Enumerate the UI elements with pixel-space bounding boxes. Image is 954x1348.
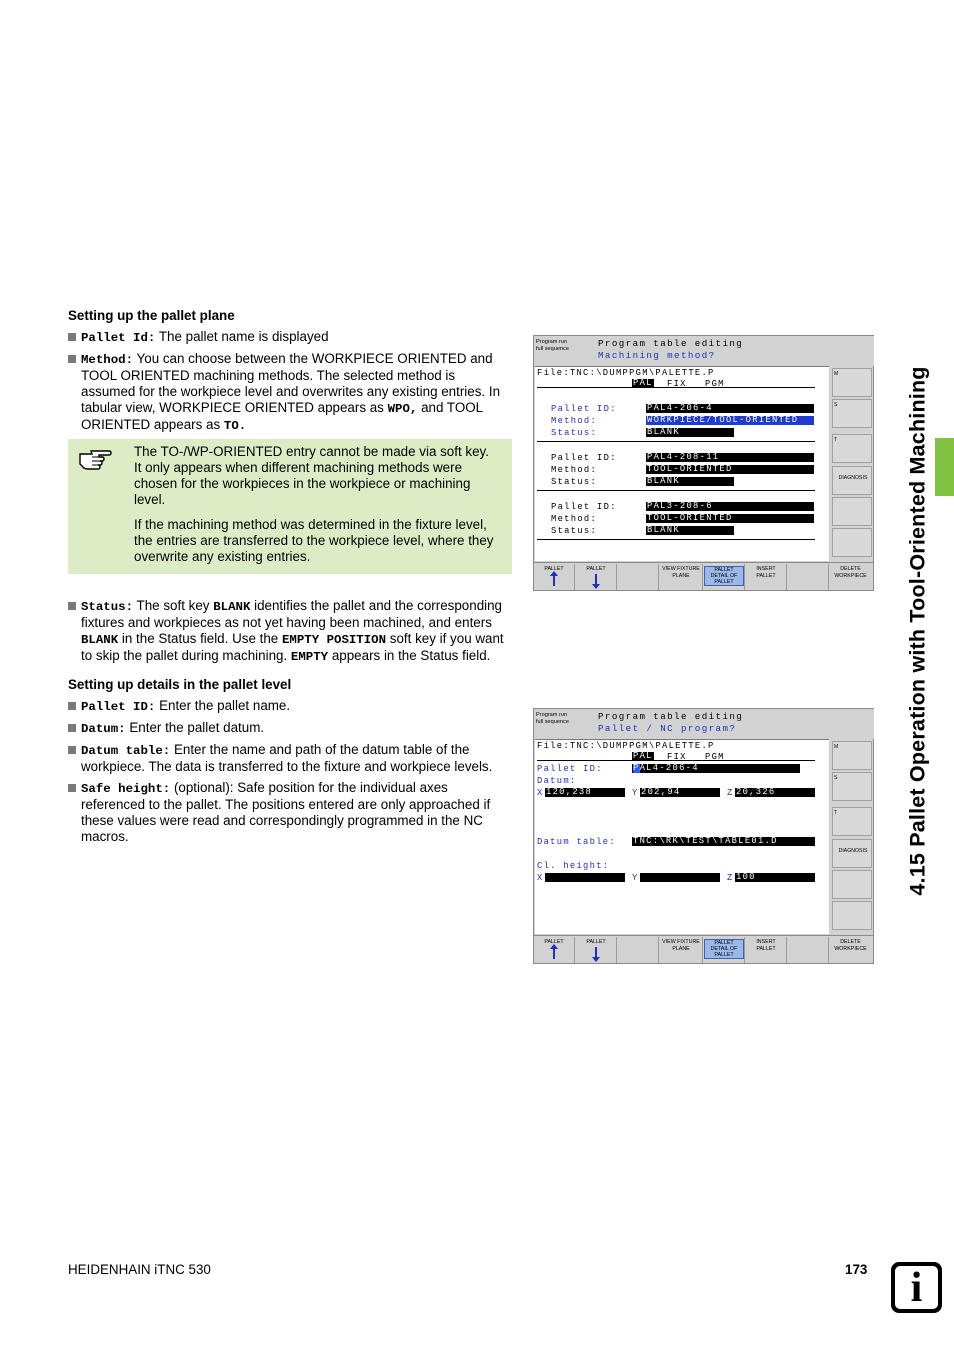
softkey-label: VIEW FIXTURE PLANE: [662, 939, 700, 952]
softkey-empty[interactable]: [832, 497, 872, 526]
operating-mode: [534, 336, 594, 366]
table-edit-area: [535, 739, 829, 934]
chapter-title: 4.15 Pallet Operation with Tool-Oriented Machining: [905, 366, 930, 896]
softkey-delete-workpiece[interactable]: [830, 564, 871, 590]
side-label: T: [834, 437, 838, 443]
field-label: Pallet ID:: [551, 404, 617, 414]
arrow-down-icon: [595, 947, 597, 959]
bullet-text: soft key if you want to skip the pallet during machining.: [81, 631, 504, 663]
softkey-m-function[interactable]: [832, 741, 872, 770]
bullet-square-icon: [68, 333, 76, 341]
softkey-s-function[interactable]: [832, 399, 872, 428]
bullet-square-icon: [68, 602, 76, 610]
bullet-text: Enter the name and path of the datum table of the workpiece. The data is transferred to the fixture and workpiece levels.: [81, 742, 493, 774]
field-label: Pallet ID:: [551, 502, 617, 512]
divider: [537, 441, 815, 442]
field-label: Cl. height:: [537, 861, 610, 871]
field-label: Datum:: [537, 776, 577, 786]
bullet-datum-table: [68, 742, 512, 775]
horizontal-softkey-row: [534, 562, 873, 590]
method-field[interactable]: TOOL-ORIENTED: [646, 514, 814, 523]
note-paragraph-1: The TO-/WP-ORIENTED entry cannot be made via soft key. It only appears when different machining methods were chosen for the workpieces in the workpiece or machining level.: [134, 444, 489, 507]
pallet-id-field[interactable]: [632, 764, 800, 773]
chapter-tab-green-strip: [935, 438, 954, 496]
bullet-square-icon: [68, 702, 76, 710]
side-label: DIAGNOSIS: [838, 848, 868, 854]
softkey-delete-workpiece[interactable]: [830, 937, 871, 963]
text-cursor: P: [633, 764, 640, 773]
bullet-method: [68, 351, 512, 434]
text-column: [68, 308, 512, 850]
field-label: Pallet ID:: [551, 453, 617, 463]
bullet-square-icon: [68, 355, 76, 363]
softkey-empty[interactable]: [618, 564, 659, 590]
bullet-text: appears in the Status field.: [328, 648, 491, 663]
note-box: [68, 439, 512, 574]
arrow-down-icon: [595, 574, 597, 586]
keyword: BLANK: [213, 600, 251, 614]
keyword: Method:: [81, 353, 134, 367]
horizontal-softkey-row: [534, 935, 873, 963]
level-tab-fix[interactable]: FIX: [667, 379, 687, 389]
pallet-id-field[interactable]: PAL4-208-11: [646, 453, 814, 462]
softkey-diagnosis[interactable]: [832, 466, 872, 495]
softkey-label-active: PALLET DETAIL OF PALLET: [704, 939, 744, 959]
axis-label-x: X: [537, 788, 544, 798]
level-tab-pgm[interactable]: PGM: [705, 752, 725, 762]
mode-line: Program run: [536, 339, 568, 345]
level-tab-pgm[interactable]: PGM: [705, 379, 725, 389]
softkey-label: DELETE WORKPIECE: [834, 566, 867, 579]
datum-z-field[interactable]: 20,326: [735, 788, 815, 797]
clearance-x-field[interactable]: [545, 873, 625, 882]
info-icon: [891, 1262, 942, 1313]
side-label: T: [834, 810, 838, 816]
file-path: File:TNC:\DUMPPGM\PALETTE.P: [537, 741, 715, 751]
softkey-view-fixture-plane[interactable]: [660, 937, 703, 963]
softkey-insert-pallet[interactable]: [746, 937, 787, 963]
screen-title: Program table editing: [598, 711, 744, 722]
field-label: Method:: [551, 514, 598, 524]
keyword: EMPTY POSITION: [281, 633, 387, 647]
bullet-text: Enter the pallet datum.: [125, 720, 265, 735]
softkey-insert-pallet[interactable]: [746, 564, 787, 590]
axis-label-x: X: [537, 873, 544, 883]
softkey-s-function[interactable]: [832, 772, 872, 801]
screen-title: Program table editing: [598, 338, 744, 349]
info-icon-glyph: i: [895, 1266, 938, 1309]
softkey-pallet-detail[interactable]: [704, 937, 745, 963]
table-edit-area: [535, 366, 829, 561]
mode-line: full sequence: [536, 719, 569, 725]
divider: [537, 539, 815, 540]
side-label: S: [834, 402, 838, 408]
bullet-safe-height: [68, 780, 512, 845]
divider: [537, 490, 815, 491]
softkey-pallet-detail[interactable]: [704, 564, 745, 590]
axis-label-z: Z: [727, 788, 734, 798]
vertical-softkey-panel: [830, 739, 873, 934]
method-field[interactable]: TOOL-ORIENTED: [646, 465, 814, 474]
screen-dialog-prompt: Pallet / NC program?: [598, 723, 737, 734]
bullet-text: Enter the pallet name.: [155, 698, 291, 713]
softkey-empty[interactable]: [788, 937, 829, 963]
bullet-square-icon: [68, 746, 76, 754]
bullet-text: The pallet name is displayed: [155, 329, 329, 344]
pallet-id-value: AL4-206-4: [639, 764, 699, 773]
softkey-label: INSERT PALLET: [756, 939, 776, 952]
side-label: M: [834, 744, 839, 750]
softkey-t-function[interactable]: [832, 434, 872, 463]
level-tab-fix[interactable]: FIX: [667, 752, 687, 762]
bullet-text: (optional): Safe position for the individual axes referenced to the pallet. The positions entered are only approached if these values were read and correspondingly programmed in the NC macros.: [81, 780, 491, 844]
status-field[interactable]: BLANK: [646, 428, 734, 437]
note-paragraph-2: If the machining method was determined in the fixture level, the entries are transferred to the workpiece level, where they overwrite any existing entries.: [134, 517, 494, 564]
screen-title-bar: [594, 709, 874, 739]
bullet-status: [68, 598, 512, 665]
arrow-up-icon: [553, 947, 555, 959]
keyword: Pallet Id:: [81, 331, 156, 345]
vertical-softkey-panel: [830, 366, 873, 561]
field-label: Status:: [551, 428, 598, 438]
softkey-label: PALLET: [586, 939, 606, 945]
pointing-hand-icon: [78, 445, 112, 471]
mode-line: full sequence: [536, 346, 569, 352]
softkey-empty[interactable]: [832, 870, 872, 899]
level-tab-pal[interactable]: PAL: [633, 752, 653, 761]
arrow-up-icon: [553, 574, 555, 586]
softkey-label: PALLET: [544, 566, 564, 572]
softkey-pallet-down[interactable]: [576, 937, 617, 963]
section-heading-pallet-details: Setting up details in the pallet level: [68, 677, 292, 692]
operating-mode: [534, 709, 594, 739]
footer-product: HEIDENHAIN iTNC 530: [68, 1262, 211, 1277]
softkey-pallet-down[interactable]: [576, 564, 617, 590]
softkey-label: VIEW FIXTURE PLANE: [662, 566, 700, 579]
field-label: Pallet ID:: [537, 764, 603, 774]
status-field[interactable]: BLANK: [646, 477, 734, 486]
tnc-screenshot-pallet-plane: [533, 335, 874, 591]
pallet-id-field[interactable]: PAL3-208-6: [646, 502, 814, 511]
page-number: 173: [845, 1262, 868, 1277]
axis-label-z: Z: [727, 873, 734, 883]
side-label: DIAGNOSIS: [838, 475, 868, 481]
bullet-pallet-id: [68, 329, 512, 346]
axis-label-y: Y: [632, 873, 639, 883]
softkey-label: PALLET: [544, 939, 564, 945]
bullet-pallet-id-2: [68, 698, 512, 715]
softkey-label-active: PALLET DETAIL OF PALLET: [704, 566, 744, 586]
keyword: WPO,: [387, 402, 418, 416]
keyword: Datum:: [81, 722, 126, 736]
section-heading-pallet-plane: Setting up the pallet plane: [68, 308, 235, 323]
side-label: M: [834, 371, 839, 377]
tnc-screenshot-pallet-details: [533, 708, 874, 964]
clearance-z-field[interactable]: 100: [735, 873, 815, 882]
softkey-t-function[interactable]: [832, 807, 872, 836]
datum-table-field[interactable]: TNC:\RK\TEST\TABLE01.D: [632, 837, 815, 846]
keyword: BLANK: [81, 633, 119, 647]
field-label: Method:: [551, 416, 598, 426]
level-tab-pal[interactable]: PAL: [633, 379, 653, 388]
keyword: Safe height:: [81, 782, 171, 796]
softkey-empty[interactable]: [618, 937, 659, 963]
datum-y-field[interactable]: 202,94: [640, 788, 720, 797]
softkey-empty[interactable]: [832, 901, 872, 930]
keyword: Datum table:: [81, 744, 171, 758]
keyword: TO.: [223, 419, 247, 433]
mode-line: Program run: [536, 712, 568, 718]
screen-dialog-prompt: Machining method?: [598, 350, 716, 361]
chapter-side-tab: [883, 302, 954, 960]
softkey-label: INSERT PALLET: [756, 566, 776, 579]
softkey-m-function[interactable]: [832, 368, 872, 397]
screen-title-bar: [594, 336, 874, 366]
axis-label-y: Y: [632, 788, 639, 798]
softkey-label: PALLET: [586, 566, 606, 572]
keyword: Status:: [81, 600, 134, 614]
clearance-y-field[interactable]: [640, 873, 720, 882]
field-label: Status:: [551, 526, 598, 536]
bullet-square-icon: [68, 724, 76, 732]
softkey-label: DELETE WORKPIECE: [834, 939, 867, 952]
datum-x-field[interactable]: 120,238: [545, 788, 625, 797]
softkey-pallet-up[interactable]: [534, 564, 575, 590]
softkey-pallet-up[interactable]: [534, 937, 575, 963]
softkey-view-fixture-plane[interactable]: [660, 564, 703, 590]
field-label: Datum table:: [537, 837, 616, 847]
bullet-text: in the Status field. Use the: [118, 631, 282, 646]
bullet-text: You can choose between the WORKPIECE ORIENTED and TOOL ORIENTED machining methods. The selected method is assumed for the workpiece level and overwrites any existing entries. In tabular view, WORKPIECE ORIENTED appears as: [81, 351, 501, 415]
bullet-square-icon: [68, 784, 76, 792]
bullet-text: The soft key: [133, 598, 214, 613]
pallet-id-field[interactable]: PAL4-206-4: [646, 404, 814, 413]
method-field[interactable]: WORKPIECE/TOOL-ORIENTED: [646, 416, 814, 425]
field-label: Status:: [551, 477, 598, 487]
softkey-empty[interactable]: [832, 528, 872, 557]
softkey-empty[interactable]: [788, 564, 829, 590]
bullet-datum: [68, 720, 512, 737]
status-field[interactable]: BLANK: [646, 526, 734, 535]
softkey-diagnosis[interactable]: [832, 839, 872, 868]
keyword: Pallet ID:: [81, 700, 156, 714]
bullet-text: and TOOL ORIENTED appears as: [81, 400, 483, 432]
side-label: S: [834, 775, 838, 781]
file-path: File:TNC:\DUMPPGM\PALETTE.P: [537, 368, 715, 378]
keyword: EMPTY: [290, 650, 329, 664]
field-label: Method:: [551, 465, 598, 475]
bullet-text: identifies the pallet and the corresponding fixtures and workpieces as not yet having been machined, and enters: [81, 598, 503, 630]
